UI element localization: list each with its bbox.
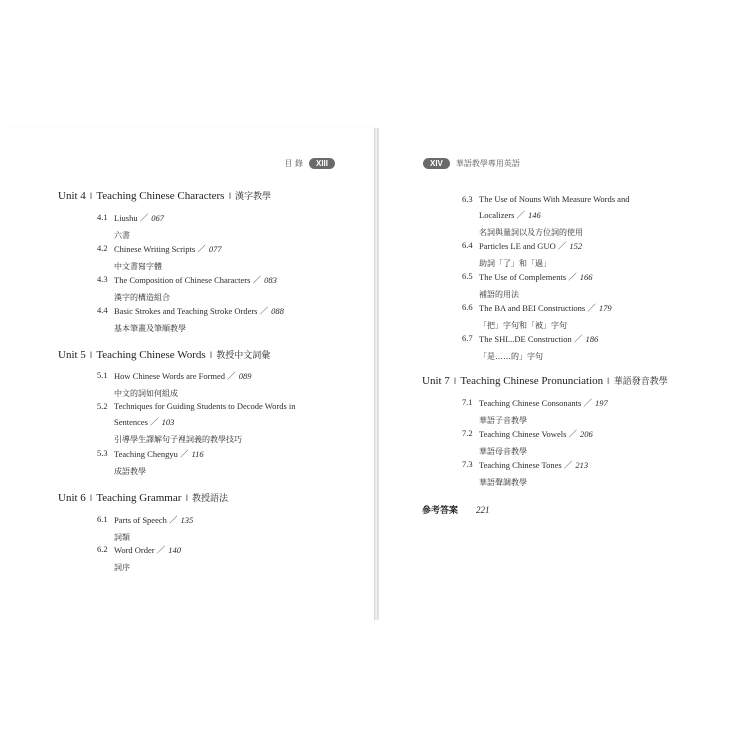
entry-title-chinese: 中文書寫字體 — [114, 262, 162, 271]
unit-label: Unit 6 — [58, 492, 86, 504]
entry-title: The BA and BEI Constructions — [479, 303, 586, 313]
entry-title: Liushu — [114, 213, 138, 223]
page-separator: ／ — [156, 545, 166, 555]
toc-entry — [462, 428, 593, 457]
running-head-title: 華語教學專用英語 — [455, 159, 520, 168]
entry-page: 152 — [569, 241, 583, 251]
unit-separator: ‖ — [228, 191, 231, 201]
entry-page: 135 — [180, 515, 194, 525]
entry-title: Particles LE and GUO — [479, 241, 556, 251]
unit-heading — [422, 374, 668, 387]
entry-title-line2: Localizers — [479, 210, 515, 220]
folio-badge: XIII — [309, 158, 335, 169]
unit-separator: ‖ — [607, 376, 610, 386]
entry-title-chinese: 詞序 — [114, 563, 130, 572]
entry-number: 7.2 — [462, 428, 473, 438]
page-separator: ／ — [516, 210, 526, 220]
entry-number: 4.1 — [97, 212, 108, 222]
toc-entry — [97, 514, 194, 543]
unit-title-chinese: 華語發音教學 — [613, 377, 668, 387]
toc-entry — [97, 212, 165, 241]
entry-title-chinese: 詞類 — [114, 533, 130, 542]
toc-entry — [97, 401, 296, 445]
right-page — [378, 128, 746, 620]
entry-number: 7.1 — [462, 397, 473, 407]
entry-number: 7.3 — [462, 459, 473, 469]
toc-entry — [462, 240, 583, 269]
unit-separator: ‖ — [209, 350, 213, 360]
entry-number: 6.5 — [462, 271, 473, 281]
entry-title: The Use of Nouns With Measure Words and — [479, 194, 630, 204]
answers-entry — [422, 503, 490, 516]
entry-title-chinese: 華語母音教學 — [479, 447, 527, 456]
entry-title-chinese: 助詞「了」和「過」 — [479, 259, 551, 268]
page-separator: ／ — [568, 429, 578, 439]
entry-title-chinese: 名詞與量詞以及方位詞的使用 — [479, 228, 583, 237]
page-separator: ／ — [568, 272, 577, 282]
unit-title: Teaching Chinese Pronunciation — [460, 375, 604, 387]
entry-title-chinese: 「把」字句和「被」字句 — [479, 321, 567, 330]
unit-heading — [58, 348, 270, 361]
entry-title-chinese: 華語子音教學 — [479, 416, 527, 425]
unit-separator: ‖ — [89, 350, 93, 360]
page-separator: ／ — [563, 460, 573, 470]
page-separator: ／ — [573, 334, 583, 344]
unit-separator: ‖ — [89, 493, 93, 503]
entry-page: 116 — [191, 449, 204, 459]
unit-heading — [58, 189, 271, 202]
unit-separator: ‖ — [185, 493, 188, 503]
entry-title: Basic Strokes and Teaching Stroke Orders — [114, 306, 258, 316]
entry-title-chinese: 六書 — [114, 231, 130, 240]
unit-title: Teaching Chinese Words — [96, 349, 206, 361]
toc-entry — [97, 274, 277, 303]
answers-page: 221 — [476, 505, 490, 515]
entry-page: 089 — [238, 371, 252, 381]
entry-page: 088 — [271, 306, 284, 316]
entry-page: 166 — [579, 272, 593, 282]
unit-label: Unit 7 — [422, 375, 450, 387]
entry-title: Teaching Chinese Consonants — [479, 398, 582, 408]
page-separator: ／ — [259, 306, 269, 316]
entry-number: 6.1 — [97, 514, 108, 524]
entry-title-chinese: 補語的用法 — [479, 290, 519, 299]
entry-title-chinese: 引導學生譯解句子裡詞義的教學技巧 — [114, 435, 242, 444]
page-separator: ／ — [583, 398, 592, 408]
entry-title: Parts of Speech — [114, 515, 167, 525]
entry-page: 083 — [264, 275, 277, 285]
left-page — [5, 128, 376, 620]
page-separator: ／ — [150, 417, 159, 427]
unit-label: Unit 4 — [58, 190, 86, 202]
entry-page: 186 — [585, 334, 599, 344]
toc-entry — [97, 544, 182, 573]
entry-number: 6.2 — [97, 544, 108, 554]
entry-title: Chinese Writing Scripts — [114, 244, 196, 254]
entry-number: 5.3 — [97, 448, 108, 458]
page-separator: ／ — [227, 371, 236, 381]
unit-title-chinese: 漢字教學 — [235, 192, 272, 202]
folio-badge: XIV — [423, 158, 450, 169]
entry-number: 6.3 — [462, 194, 473, 204]
entry-page: 179 — [598, 303, 612, 313]
entry-page: 146 — [528, 210, 541, 220]
entry-number: 6.6 — [462, 302, 473, 312]
answers-label: 參考答案 — [422, 506, 459, 516]
unit-title-chinese: 教授語法 — [191, 494, 228, 504]
entry-title-chinese: 華語聲調教學 — [479, 478, 527, 487]
entry-title-chinese: 基本筆畫及筆順教學 — [114, 324, 186, 333]
entry-title-chinese: 中文的詞如何組成 — [114, 389, 178, 398]
entry-page: 197 — [594, 398, 608, 408]
entry-title: Teaching Chinese Tones — [479, 460, 562, 470]
toc-entry — [97, 243, 222, 272]
entry-title: Teaching Chengyu — [114, 449, 178, 459]
entry-number: 4.3 — [97, 274, 108, 284]
entry-title-chinese: 「是……的」字句 — [479, 352, 543, 361]
page-separator: ／ — [139, 213, 149, 223]
toc-entry — [462, 194, 630, 238]
toc-entry — [462, 333, 599, 362]
entry-title-chinese: 漢字的構造組合 — [114, 293, 170, 302]
unit-separator: ‖ — [453, 376, 457, 386]
entry-title: Word Order — [114, 545, 155, 555]
toc-entry — [462, 459, 589, 488]
toc-entry — [97, 370, 252, 399]
unit-label: Unit 5 — [58, 349, 86, 361]
right-running-head — [423, 158, 520, 169]
unit-separator: ‖ — [89, 191, 93, 201]
left-running-head — [284, 158, 335, 169]
page-separator: ／ — [557, 241, 567, 251]
entry-page: 213 — [575, 460, 589, 470]
entry-title-line2: Sentences — [114, 417, 148, 427]
entry-number: 4.4 — [97, 305, 108, 315]
entry-title-continued — [479, 209, 629, 221]
toc-entry — [97, 305, 284, 334]
entry-page: 140 — [168, 545, 182, 555]
entry-title-chinese: 成語教學 — [114, 467, 146, 476]
page-separator: ／ — [179, 449, 189, 459]
page-separator: ／ — [169, 515, 178, 525]
entry-title: The Composition of Chinese Characters — [114, 275, 251, 285]
entry-page: 103 — [161, 417, 175, 427]
entry-title: The SHI...DE Construction — [479, 334, 572, 344]
entry-title: How Chinese Words are Formed — [114, 371, 226, 381]
entry-title: The Use of Complements — [479, 272, 567, 282]
entry-title: Techniques for Guiding Students to Decode Words in — [114, 401, 296, 411]
toc-entry — [462, 302, 612, 331]
entry-page: 067 — [151, 213, 165, 223]
page-separator: ／ — [587, 303, 596, 313]
toc-entry — [97, 448, 204, 477]
entry-number: 6.7 — [462, 333, 473, 343]
unit-title: Teaching Chinese Characters — [96, 190, 225, 202]
toc-entry — [462, 397, 608, 426]
running-head-title: 目 錄 — [284, 159, 303, 168]
entry-number: 6.4 — [462, 240, 473, 250]
entry-page: 206 — [580, 429, 593, 439]
entry-number: 4.2 — [97, 243, 108, 253]
entry-page: 077 — [208, 244, 222, 254]
unit-heading — [58, 491, 228, 504]
unit-title-chinese: 教授中文詞彙 — [216, 351, 271, 361]
entry-title: Teaching Chinese Vowels — [479, 429, 567, 439]
unit-title: Teaching Grammar — [96, 492, 182, 504]
entry-number: 5.1 — [97, 370, 108, 380]
page-separator: ／ — [197, 244, 206, 254]
entry-number: 5.2 — [97, 401, 108, 411]
entry-title-continued — [114, 416, 296, 428]
page-separator: ／ — [252, 275, 262, 285]
toc-entry — [462, 271, 593, 300]
